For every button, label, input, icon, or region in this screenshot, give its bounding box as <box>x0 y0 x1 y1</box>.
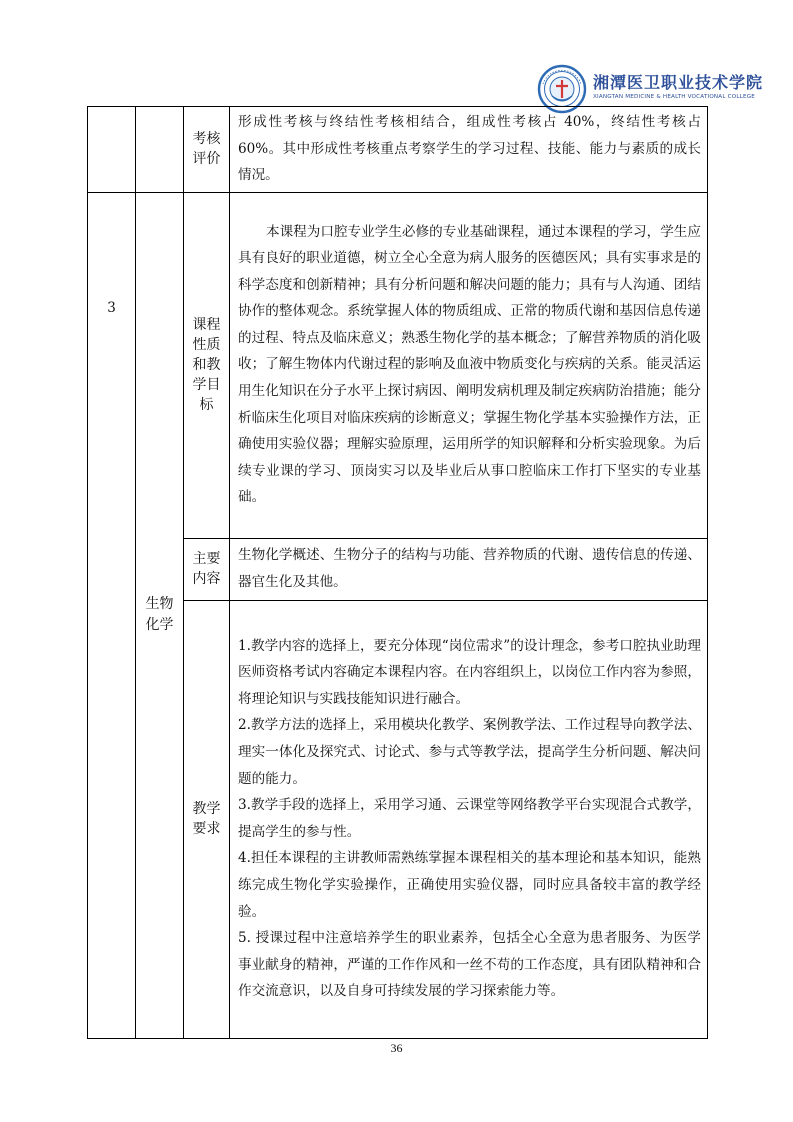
table-row <box>88 107 708 193</box>
label-line: 标 <box>199 397 214 414</box>
course-name-line: 生物 <box>145 596 174 613</box>
label-line: 内容 <box>192 571 221 588</box>
empty-cell <box>136 107 184 193</box>
paragraph: 形成性考核与终结性考核相结合，组成性考核占 40%，终结性考核占 60%。其中形成性考核重点考察学生的学习过程、技能、能力与素质的成长情况。 <box>238 114 701 184</box>
paragraph: 2.教学方法的选择上，采用模块化教学、案例教学法、工作过程导向教学法、理实一体化及探究式、讨论式、参与式等教学法，提高学生分析问题、解决问题的能力。 <box>238 717 701 787</box>
college-name: 湘潭医卫职业技术学院 <box>593 73 764 92</box>
paragraph: 1.教学内容的选择上，要充分体现“岗位需求”的设计理念，参考口腔执业助理医师资格考试内容确定本课程内容。在内容组织上，以岗位工作内容为参照，将理论知识与实践技能知识进行融合。 <box>238 637 701 707</box>
label-line: 主要 <box>192 551 221 568</box>
course-table <box>87 106 708 1039</box>
paragraph: 本课程为口腔专业学生必修的专业基础课程，通过本课程的学习，学生应具有良好的职业道德，树立全心全意为病人服务的医德医风；具有实事求是的科学态度和创新精神；具有分析问题和解决问题的能力；具有与人沟通、团结协作的整体观念。系统掌握人体的物质组成、正常的物质代谢和基因信息传递的过程、特点及临床意义；熟悉生物化学的基本概念；了解营养物质的消化吸收；了解生物体内代谢过程的影响及血液中物质变化与疾病的关系。能灵活运用生化知识在分子水平上探讨病因、阐明发病机理及制定疾病防治措施；能分析临床生化项目对临床疾病的诊断意义；掌握生物化学基本实验操作方法，正确使用实验仪器；理解实验原理，运用所学的知识解释和分析实验现象。为后续专业课的学习、顶岗实习以及毕业后从事口腔临床工作打下坚实的专业基础。 <box>238 223 701 506</box>
paragraph: 生物化学概述、生物分子的结构与功能、营养物质的代谢、遗传信息的传递、器官生化及其他。 <box>238 547 701 590</box>
page-number: 36 <box>390 1041 403 1055</box>
course-name-line: 化学 <box>145 617 174 634</box>
teaching-requirements-label <box>184 600 230 1038</box>
label-line: 要求 <box>192 821 221 838</box>
assessment-content <box>230 107 708 193</box>
course-number: 3 <box>88 192 136 1038</box>
label-line: 教学 <box>192 801 221 818</box>
paragraph: 3.教学手段的选择上，采用学习通、云课堂等网络教学平台实现混合式教学，提高学生的参与性。 <box>238 797 701 840</box>
table-row <box>88 192 708 538</box>
course-name <box>136 192 184 1038</box>
main-content-label <box>184 538 230 600</box>
label-line: 学目 <box>192 377 221 394</box>
label-line: 评价 <box>192 151 221 168</box>
label-line: 和教 <box>192 357 221 374</box>
college-name-en: XIANGTAN MEDICINE & HEALTH VOCATIONAL COLLEGE <box>593 94 755 100</box>
course-nature-label <box>184 192 230 538</box>
assessment-label <box>184 107 230 193</box>
label-line: 性质 <box>192 337 221 354</box>
label-line: 课程 <box>192 317 221 334</box>
empty-cell <box>88 107 136 193</box>
course-nature-content <box>230 192 708 538</box>
teaching-requirements-content <box>230 600 708 1038</box>
label-line: 考核 <box>192 131 221 148</box>
paragraph: 5. 授课过程中注意培养学生的职业素养，包括全心全意为患者服务、为医学事业献身的精神，严谨的工作作风和一丝不苟的工作态度，具有团队精神和合作交流意识，以及自身可持续发展的学习探索能力等。 <box>238 930 701 1000</box>
main-content-text <box>230 538 708 600</box>
paragraph: 4.担任本课程的主讲教师需熟练掌握本课程相关的基本理论和基本知识，能熟练完成生物化学实验操作，正确使用实验仪器，同时应具备较丰富的教学经验。 <box>238 850 701 920</box>
